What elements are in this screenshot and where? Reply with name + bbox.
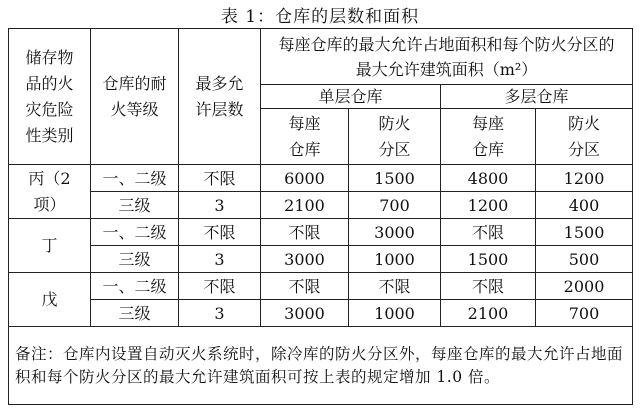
table-note: 备注：仓库内设置自动灭火系统时，除冷库的防火分区外，每座仓库的最大允许占地面积和每个防火分区的最大允许建筑面积可按上表的规定增加 1.0 倍。 bbox=[9, 327, 633, 405]
value-cell: 不限 bbox=[261, 273, 349, 300]
grade-cell: 一、二级 bbox=[91, 219, 179, 246]
value-cell: 500 bbox=[536, 246, 633, 273]
header-area-group: 每座仓库的最大允许占地面积和每个防火分区的最大允许建筑面积（m²） bbox=[261, 29, 633, 85]
value-cell: 1200 bbox=[536, 165, 633, 192]
grade-cell: 一、二级 bbox=[91, 273, 179, 300]
value-cell: 1500 bbox=[536, 219, 633, 246]
category-cell: 丙（2 项） bbox=[9, 165, 91, 219]
header-max-floors: 最多允许层数 bbox=[179, 29, 261, 165]
header-single-per-warehouse: 每座仓库 bbox=[261, 109, 349, 165]
floors-cell: 不限 bbox=[179, 165, 261, 192]
value-cell: 6000 bbox=[261, 165, 349, 192]
grade-cell: 三级 bbox=[91, 192, 179, 219]
header-single-story: 单层仓库 bbox=[261, 85, 441, 109]
grade-cell: 三级 bbox=[91, 246, 179, 273]
value-cell: 4800 bbox=[441, 165, 536, 192]
value-cell: 不限 bbox=[349, 273, 441, 300]
value-cell: 不限 bbox=[261, 219, 349, 246]
floors-cell: 3 bbox=[179, 192, 261, 219]
floors-cell: 3 bbox=[179, 300, 261, 327]
table-row bbox=[9, 165, 633, 192]
floors-cell: 不限 bbox=[179, 273, 261, 300]
header-single-compartment: 防火分区 bbox=[349, 109, 441, 165]
header-category: 储存物品的火灾危险性类别 bbox=[9, 29, 91, 165]
header-multi-compartment: 防火分区 bbox=[536, 109, 633, 165]
table-title: 表 1：仓库的层数和面积 bbox=[220, 7, 420, 27]
warehouse-area-table bbox=[8, 28, 633, 405]
value-cell: 1000 bbox=[349, 300, 441, 327]
value-cell: 1200 bbox=[441, 192, 536, 219]
category-cell: 丁 bbox=[9, 219, 91, 273]
value-cell: 1500 bbox=[441, 246, 536, 273]
value-cell: 2000 bbox=[536, 273, 633, 300]
value-cell: 700 bbox=[349, 192, 441, 219]
floors-cell: 3 bbox=[179, 246, 261, 273]
table-row bbox=[9, 300, 633, 327]
table-row bbox=[9, 246, 633, 273]
value-cell: 3000 bbox=[349, 219, 441, 246]
table-row bbox=[9, 219, 633, 246]
value-cell: 3000 bbox=[261, 300, 349, 327]
value-cell: 不限 bbox=[441, 219, 536, 246]
header-multi-per-warehouse: 每座仓库 bbox=[441, 109, 536, 165]
value-cell: 2100 bbox=[261, 192, 349, 219]
value-cell: 1500 bbox=[349, 165, 441, 192]
value-cell: 1000 bbox=[349, 246, 441, 273]
grade-cell: 一、二级 bbox=[91, 165, 179, 192]
floors-cell: 不限 bbox=[179, 219, 261, 246]
value-cell: 2100 bbox=[441, 300, 536, 327]
header-fire-rating: 仓库的耐火等级 bbox=[91, 29, 179, 165]
header-multi-story: 多层仓库 bbox=[441, 85, 633, 109]
value-cell: 3000 bbox=[261, 246, 349, 273]
table-row bbox=[9, 192, 633, 219]
value-cell: 700 bbox=[536, 300, 633, 327]
value-cell: 400 bbox=[536, 192, 633, 219]
value-cell: 不限 bbox=[441, 273, 536, 300]
grade-cell: 三级 bbox=[91, 300, 179, 327]
category-cell: 戊 bbox=[9, 273, 91, 327]
table-row bbox=[9, 273, 633, 300]
